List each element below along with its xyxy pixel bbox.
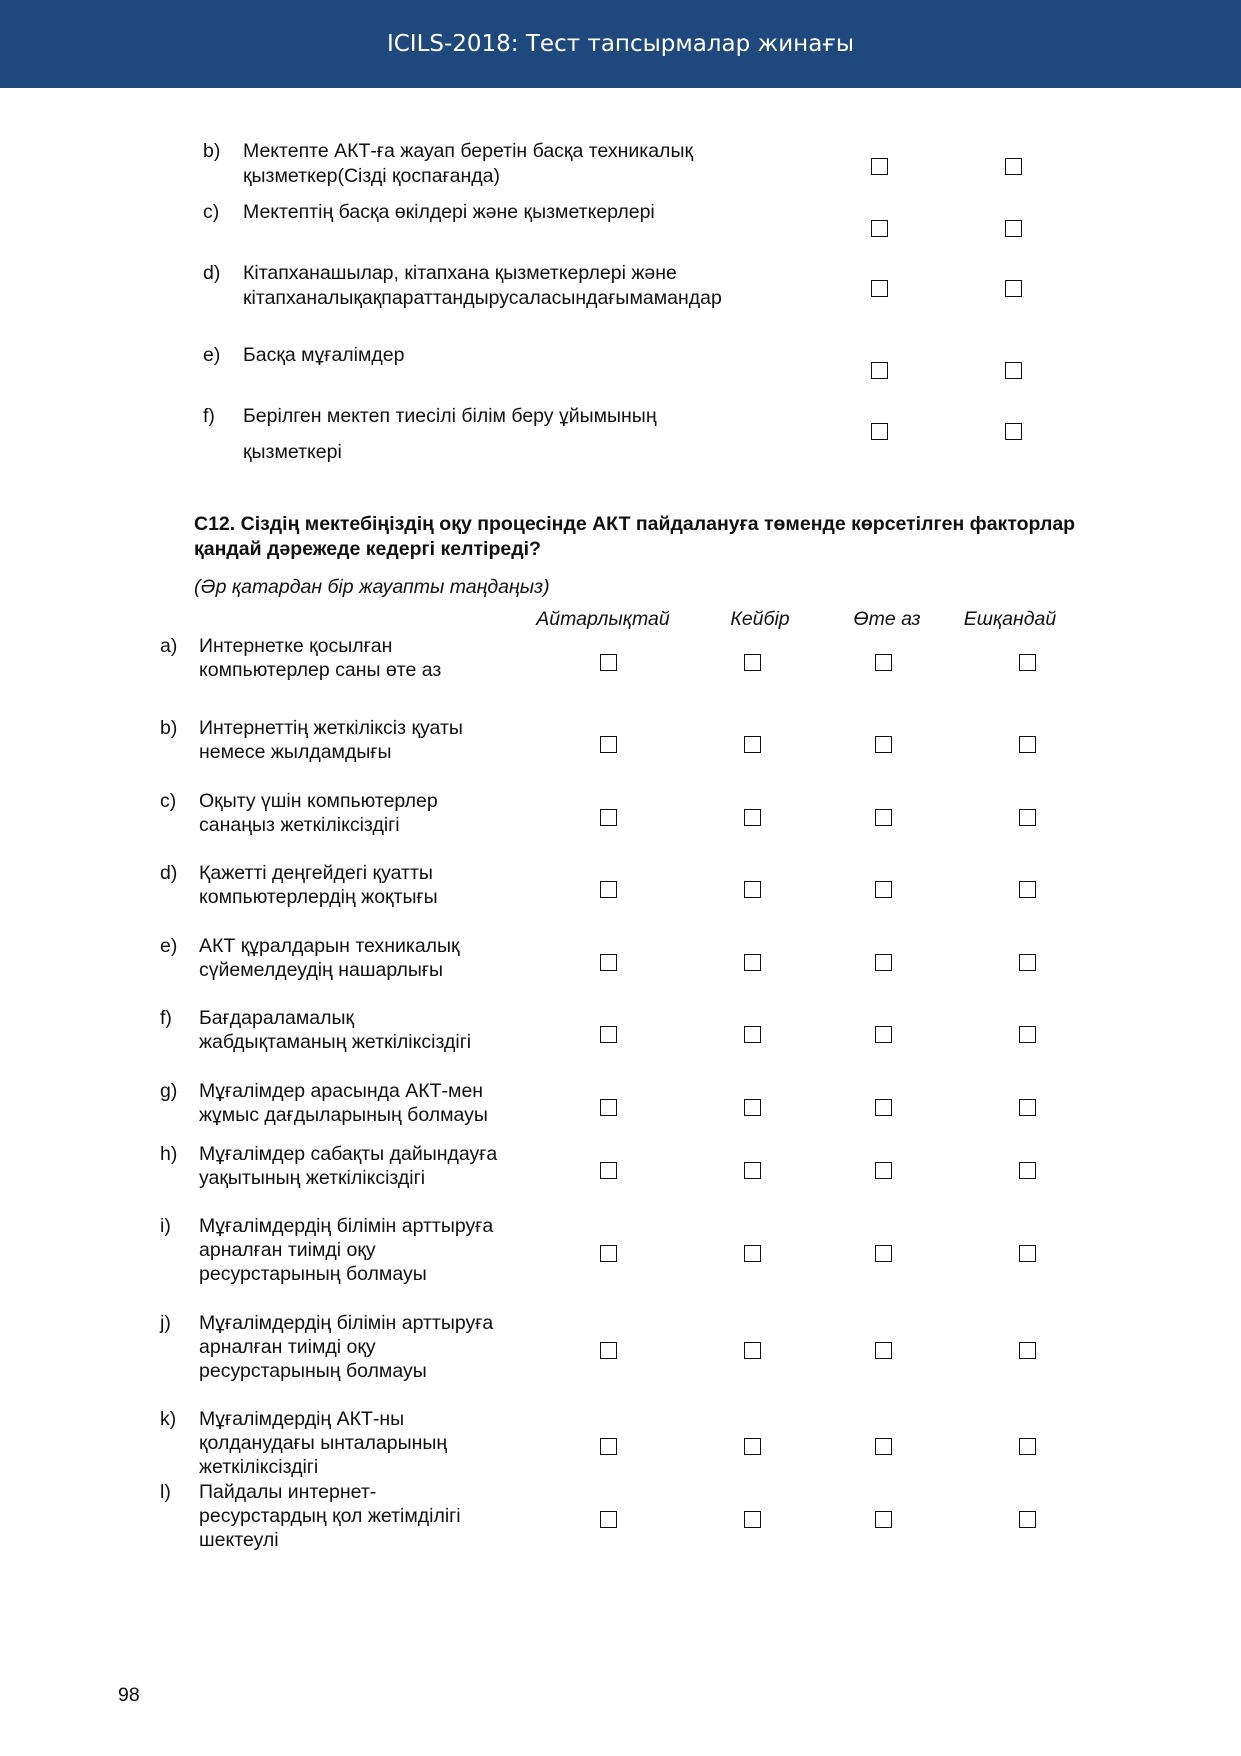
item-text-line: Пайдалы интернет- <box>199 1481 377 1503</box>
checkbox[interactable] <box>1019 1162 1036 1179</box>
item-text-line: жеткіліксіздігі <box>199 1456 319 1478</box>
item-text-line: компьютерлердің жоқтығы <box>199 886 438 908</box>
item-letter: k) <box>160 1408 177 1430</box>
checkbox[interactable] <box>744 809 761 826</box>
item-letter: e) <box>160 935 178 957</box>
item-text-line: уақытының жеткіліксіздігі <box>199 1167 426 1189</box>
item-text-line: қолданудағы ынталарының <box>199 1432 448 1454</box>
item-letter: b) <box>160 717 178 739</box>
item-letter: f) <box>203 405 215 427</box>
checkbox[interactable] <box>875 809 892 826</box>
item-text-line: Басқа мұғалімдер <box>243 344 405 366</box>
item-text-line: санаңыз жеткіліксіздігі <box>199 814 400 836</box>
checkbox[interactable] <box>744 1511 761 1528</box>
item-text-line: Мұғалімдердің білімін арттыруға <box>199 1215 494 1237</box>
item-letter: d) <box>160 862 178 884</box>
checkbox[interactable] <box>744 1099 761 1116</box>
checkbox[interactable] <box>600 1026 617 1043</box>
item-text-line: Қажетті деңгейдегі қуатты <box>199 862 433 884</box>
checkbox[interactable] <box>871 423 888 440</box>
column-header: Кейбір <box>730 608 790 630</box>
checkbox[interactable] <box>871 158 888 175</box>
question-title-cont: қандай дәрежеде кедергі келтіреді? <box>194 538 541 560</box>
item-text-line: компьютерлер саны өте аз <box>199 659 442 681</box>
item-text-line: Мұғалімдер сабақты дайындауға <box>199 1143 498 1165</box>
page-number: 98 <box>118 1684 140 1706</box>
checkbox[interactable] <box>600 736 617 753</box>
item-text-line: Мұғалімдердің АКТ-ны <box>199 1408 405 1430</box>
item-text-line: Кітапханашылар, кітапхана қызметкерлері және <box>243 262 677 284</box>
checkbox[interactable] <box>875 954 892 971</box>
checkbox[interactable] <box>600 1162 617 1179</box>
checkbox[interactable] <box>875 1026 892 1043</box>
checkbox[interactable] <box>875 881 892 898</box>
item-letter: c) <box>160 790 177 812</box>
checkbox[interactable] <box>871 280 888 297</box>
checkbox[interactable] <box>744 881 761 898</box>
checkbox[interactable] <box>1019 736 1036 753</box>
checkbox[interactable] <box>600 1099 617 1116</box>
item-text-line: жұмыс дағдыларының болмауы <box>199 1104 488 1126</box>
item-text-line: Бағдараламалық <box>199 1007 355 1029</box>
item-letter: i) <box>160 1215 171 1237</box>
checkbox[interactable] <box>875 1342 892 1359</box>
checkbox[interactable] <box>1005 220 1022 237</box>
checkbox[interactable] <box>871 220 888 237</box>
item-text-line: АКТ құралдарын техникалық <box>199 935 460 957</box>
checkbox[interactable] <box>1019 954 1036 971</box>
checkbox[interactable] <box>1019 654 1036 671</box>
checkbox[interactable] <box>1005 280 1022 297</box>
checkbox[interactable] <box>875 1438 892 1455</box>
checkbox[interactable] <box>744 1026 761 1043</box>
item-text-line: сүйемелдеудің нашарлығы <box>199 959 444 981</box>
item-text-line: шектеулі <box>199 1529 279 1551</box>
item-text-line: кітапханалықақпараттандырусаласындағымамандар <box>243 287 722 309</box>
checkbox[interactable] <box>875 1511 892 1528</box>
column-header: Айтарлықтай <box>536 608 670 630</box>
item-text-line: ресурстарының болмауы <box>199 1360 427 1382</box>
checkbox[interactable] <box>1019 881 1036 898</box>
item-text-line: Интернетке қосылған <box>199 635 393 657</box>
item-letter: h) <box>160 1143 178 1165</box>
item-letter: g) <box>160 1080 178 1102</box>
checkbox[interactable] <box>600 881 617 898</box>
checkbox[interactable] <box>1019 809 1036 826</box>
item-text-line: Оқыту үшін компьютерлер <box>199 790 438 812</box>
item-letter: e) <box>203 344 221 366</box>
item-text-line: ресурстарының болмауы <box>199 1263 427 1285</box>
item-letter: l) <box>160 1481 171 1503</box>
checkbox[interactable] <box>875 736 892 753</box>
checkbox[interactable] <box>600 809 617 826</box>
column-header: Ешқандай <box>963 608 1057 630</box>
checkbox[interactable] <box>600 954 617 971</box>
checkbox[interactable] <box>1005 362 1022 379</box>
item-text-line: арналған тиімді оқу <box>199 1336 376 1358</box>
page-header-band <box>0 0 1241 88</box>
item-text-line: Берілген мектеп тиесілі білім беру ұйымының <box>243 405 657 427</box>
checkbox[interactable] <box>875 654 892 671</box>
item-letter: c) <box>203 201 220 223</box>
checkbox[interactable] <box>744 654 761 671</box>
item-letter: j) <box>160 1312 171 1334</box>
item-text-line: немесе жылдамдығы <box>199 741 392 763</box>
item-letter: a) <box>160 635 178 657</box>
checkbox[interactable] <box>875 1099 892 1116</box>
checkbox[interactable] <box>744 736 761 753</box>
item-text-line: Мектепте АКТ-ға жауап беретін басқа техникалық <box>243 140 693 162</box>
checkbox[interactable] <box>875 1162 892 1179</box>
checkbox[interactable] <box>1005 423 1022 440</box>
checkbox[interactable] <box>600 654 617 671</box>
checkbox[interactable] <box>744 1438 761 1455</box>
checkbox[interactable] <box>1019 1245 1036 1262</box>
question-title: C12. Сіздің мектебіңіздің оқу процесінде АКТ пайдалануға төменде көрсетілген факторлар <box>194 513 1076 535</box>
checkbox[interactable] <box>1019 1438 1036 1455</box>
item-letter: d) <box>203 262 221 284</box>
item-text-line: Мектептің басқа өкілдері және қызметкерлері <box>243 201 655 223</box>
item-text-line: қызметкері <box>243 441 342 463</box>
item-text-line: арналған тиімді оқу <box>199 1239 376 1261</box>
checkbox[interactable] <box>600 1342 617 1359</box>
item-text-line: ресурстардың қол жетімділігі <box>199 1505 461 1527</box>
item-text-line: Интернеттің жеткіліксіз қуаты <box>199 717 463 739</box>
checkbox[interactable] <box>1019 1342 1036 1359</box>
checkbox[interactable] <box>744 1245 761 1262</box>
checkbox[interactable] <box>1019 1511 1036 1528</box>
column-header: Өте аз <box>853 608 921 630</box>
checkbox[interactable] <box>871 362 888 379</box>
document-title: ICILS-2018: Тест тапсырмалар жинағы <box>386 31 855 57</box>
checkbox[interactable] <box>744 1162 761 1179</box>
item-text-line: Мұғалімдер арасында АКТ-мен <box>199 1080 484 1102</box>
checkbox[interactable] <box>744 1342 761 1359</box>
item-letter: b) <box>203 140 221 162</box>
question-instruction: (Әр қатардан бір жауапты таңдаңыз) <box>194 576 550 598</box>
checkbox[interactable] <box>875 1245 892 1262</box>
checkbox[interactable] <box>600 1438 617 1455</box>
checkbox[interactable] <box>600 1245 617 1262</box>
item-text-line: Мұғалімдердің білімін арттыруға <box>199 1312 494 1334</box>
item-letter: f) <box>160 1007 172 1029</box>
checkbox[interactable] <box>744 954 761 971</box>
checkbox[interactable] <box>1019 1099 1036 1116</box>
checkbox[interactable] <box>600 1511 617 1528</box>
checkbox[interactable] <box>1005 158 1022 175</box>
checkbox[interactable] <box>1019 1026 1036 1043</box>
item-text-line: жабдықтаманың жеткіліксіздігі <box>199 1031 472 1053</box>
item-text-line: қызметкер(Сізді қоспағанда) <box>243 165 500 187</box>
